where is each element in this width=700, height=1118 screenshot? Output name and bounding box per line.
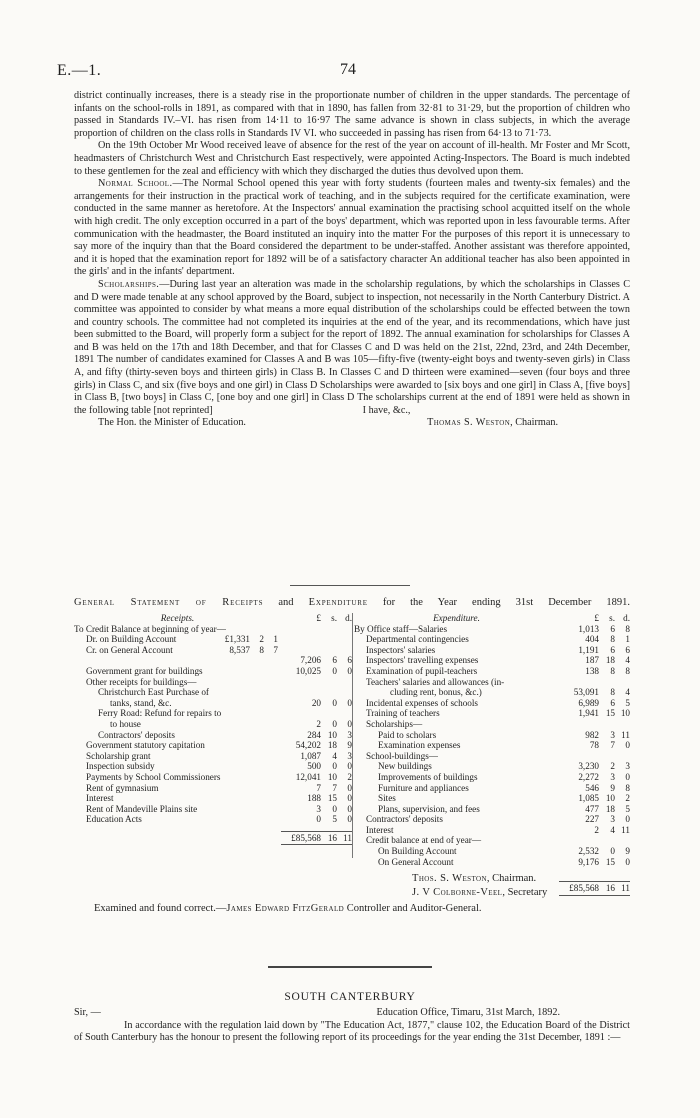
receipt-row: Dr. on Building Account £1,331 2 1 — [86, 634, 278, 645]
receipt-row: Other receipts for buildings— — [86, 676, 197, 687]
secretary-signature: J. V Colborne-Veel, Secretary — [412, 887, 548, 898]
audit-note: Examined and found correct.—James Edward FitzGerald Controller and Auditor-General. — [94, 903, 482, 914]
receipt-row: Christchurch East Purchase of — [98, 687, 209, 698]
addressee: The Hon. the Minister of Education. — [98, 417, 246, 429]
complimentary-close: I have, &c., — [362, 404, 411, 416]
receipt-row: Rent of gymnasium 7 7 0 — [86, 782, 352, 793]
chairman-signature: Thos. S. Weston, Chairman. — [412, 873, 537, 884]
column-divider — [352, 613, 353, 858]
receipts-header: Receipts. £ s. d. — [160, 613, 352, 623]
page-number: 74 — [340, 61, 356, 78]
expenditure-row: Paid to scholars 982 3 11 — [378, 729, 630, 740]
receipt-row: Education Acts 0 5 0 — [86, 814, 352, 825]
receipt-row: Rent of Mandeville Plains site 3 0 0 — [86, 803, 352, 814]
statement-title: General Statement of Receipts and Expenditure for the Year ending 31st December 1891. — [74, 597, 631, 608]
expenditure-row: School-buildings— — [366, 750, 438, 761]
receipt-row: Government grant for buildings 10,025 0 0 — [86, 665, 352, 676]
expenditure-row: Training of teachers 1,941 15 10 — [366, 708, 630, 719]
receipt-row: Government statutory capitation 54,202 18 9 — [86, 740, 352, 751]
signatory: Thomas S. Weston, Chairman. — [427, 417, 558, 429]
paragraph-scholarships: Scholarships.—During last year an alteration was made in the scholarship regulations, by which the scholarships in Classes C and D were made tenable at any school approved by the Board, subject to inspection, not necessarily in the North Canterbury District. A committee was appointed to consider by what means a more equal distribution of the scholarships could be effected between the town and country schools. The committee had not completed its inquiries at the end of the year, and its recommendations, which have just been submitted to the Board, will properly form a subject for the report of 1892. The annual examination for scholarships for Classes A and B was held on the 17th and 18th December, and that for Classes C and D was held on the 21st, 22nd, 23rd, and 24th December, 1891 The number of candidates examined for Classes A and B was 105—fifty-five (twenty-eight boys and twenty-seven girls) in Class A, and fifty (thirty-seven boys and thirteen girls) in Class B. In Classes C and D thirteen were examined—seven (four boys and three girls) in Class C, and six (five boys and one girl) in Class D Scholarships were awarded to [six boys and one girl] in Class A, [five boys] in Class B, [two boys] in Class C, [one boy and one girl] in Class D The scholarships current at the end of 1891 were held as shown in the following table [not reprinted] I have, &c., — [74, 278, 630, 416]
statement-signatures — [412, 872, 547, 900]
salutation: Sir, — — [74, 1007, 101, 1018]
expenditure-row: Improvements of buildings 2,272 3 0 — [378, 771, 630, 782]
expenditure-row: Credit balance at end of year— — [366, 835, 482, 846]
paragraph-normal-school: Normal School.—The Normal School opened this year with forty students (fourteen males and twenty-six females) and the arrangements for their instruction in the practical work of teaching, and in the subjects required for the certificate examination, were conducted in the same manner as heretofore. At the Inspectors' annual examination the practising school acquitted itself on the whole with high credit. The only exception occurred in a part of the boys' department, which was reported upon in less favourable terms. After communication with the headmaster, the Board instituted an inquiry into the matter For the purposes of this report it is unnecessary to say more of the inquiry than that the Board considered the department to be under-staffed. Another assistant was therefore appointed, and it is hoped that the examination report for 1892 will be of a satisfactory character An additional teacher has also been appointed in the girls' and in the infants' department. — [74, 178, 630, 278]
expenditure-header: Expenditure. £ s. d. — [433, 613, 630, 623]
receipts-total: £85,568 16 11 — [281, 831, 352, 846]
place-date: Education Office, Timaru, 31st March, 1892. — [376, 1007, 560, 1018]
receipt-row: Inspection subsidy 500 0 0 — [86, 761, 352, 772]
expenditure-row: On General Account 9,176 15 0 — [378, 856, 630, 867]
receipt-row: Payments by School Commissioners 12,041 10 2 — [86, 771, 352, 782]
expenditure-row: Inspectors' salaries 1,191 6 6 — [366, 644, 630, 655]
expenditure-row: Incidental expenses of schools 6,989 6 5 — [366, 697, 630, 708]
expenditure-row: Contractors' deposits 227 3 0 — [366, 814, 630, 825]
divider — [290, 585, 410, 586]
receipt-row: Contractors' deposits 284 10 3 — [98, 729, 352, 740]
expenditure-row: Scholarships— — [366, 718, 423, 729]
receipt-row: 7,206 6 6 — [300, 655, 352, 666]
document-code: E.—1. — [57, 62, 102, 79]
expenditure-row: Plans, supervision, and fees 477 18 5 — [378, 803, 630, 814]
paragraph-enrolment: district continually increases, there is a steady rise in the proportionate number of children in the upper standards. The percentage of infants on the school-rolls in 1891, as compared with that in 1890, has fallen from 32·81 to 31·29, but the proportion of children who passed in Standards IV.–VI. has risen from 14·11 to 16·97 The same advance is shown in class subjects, in which the average proportion of children on the class rolls in Standards IV VI. who succeeded in passing has risen from 64·13 to 71·73. — [74, 90, 630, 139]
expenditure-row: Teachers' salaries and allowances (in- — [366, 676, 505, 687]
receipt-row: To Credit Balance at beginning of year— — [74, 623, 226, 634]
expenditure-row: Inspectors' travelling expenses 187 18 4 — [366, 655, 630, 666]
receipt-row: Ferry Road: Refund for repairs to — [98, 708, 222, 719]
letter-body: In accordance with the regulation laid down by "The Education Act, 1877," clause 102, the Education Board of the District of South Canterbury has the honour to present the following report of its proceedings for the year ending the 31st December, 1891 :— — [74, 1019, 630, 1044]
expenditure-total: £85,568 16 11 — [559, 881, 630, 896]
expenditure-row: New buildings 3,230 2 3 — [378, 761, 630, 772]
expenditure-row: By Office staff—Salaries 1,013 6 8 — [354, 623, 630, 634]
receipts-column — [74, 613, 352, 845]
receipt-row: Interest 188 15 0 — [86, 793, 352, 804]
section-title: SOUTH CANTERBURY — [284, 991, 416, 1003]
report-body — [74, 90, 630, 430]
receipt-row: Scholarship grant 1,087 4 3 — [86, 750, 352, 761]
expenditure-row: Interest 2 4 11 — [366, 824, 630, 835]
expenditure-row: Examination of pupil-teachers 138 8 8 — [366, 665, 630, 676]
section-heading: Scholarships. — [98, 278, 160, 290]
closing-line — [74, 417, 630, 430]
receipt-row: tanks, stand, &c. 20 0 0 — [110, 697, 352, 708]
expenditure-row: Furniture and appliances 546 9 8 — [378, 782, 630, 793]
expenditure-row: Departmental contingencies 404 8 1 — [366, 634, 630, 645]
expenditure-row: On Building Account 2,532 0 9 — [378, 846, 630, 857]
expenditure-column — [354, 613, 630, 896]
expenditure-row: Sites 1,085 10 2 — [378, 793, 630, 804]
receipt-row: to house 2 0 0 — [110, 718, 352, 729]
paragraph-inspectors: On the 19th October Mr Wood received leave of absence for the rest of the year on account of ill-health. Mr Foster and Mr Scott, headmasters of Christchurch West and Christchurch East respectively, were appointed Acting-Inspectors. The Board is much indebted to these gentlemen for the zeal and efficiency with which they discharged the duties thus devolved upon them. — [74, 140, 630, 177]
section-heading: Normal School. — [98, 178, 173, 190]
expenditure-row: cluding rent, bonus, &c.) 53,091 8 4 — [390, 687, 630, 698]
south-canterbury-letter — [74, 1007, 630, 1045]
section-divider — [268, 966, 432, 968]
receipt-row: Cr. on General Account 8,537 8 7 — [86, 644, 278, 655]
expenditure-row: Examination expenses 78 7 0 — [378, 740, 630, 751]
